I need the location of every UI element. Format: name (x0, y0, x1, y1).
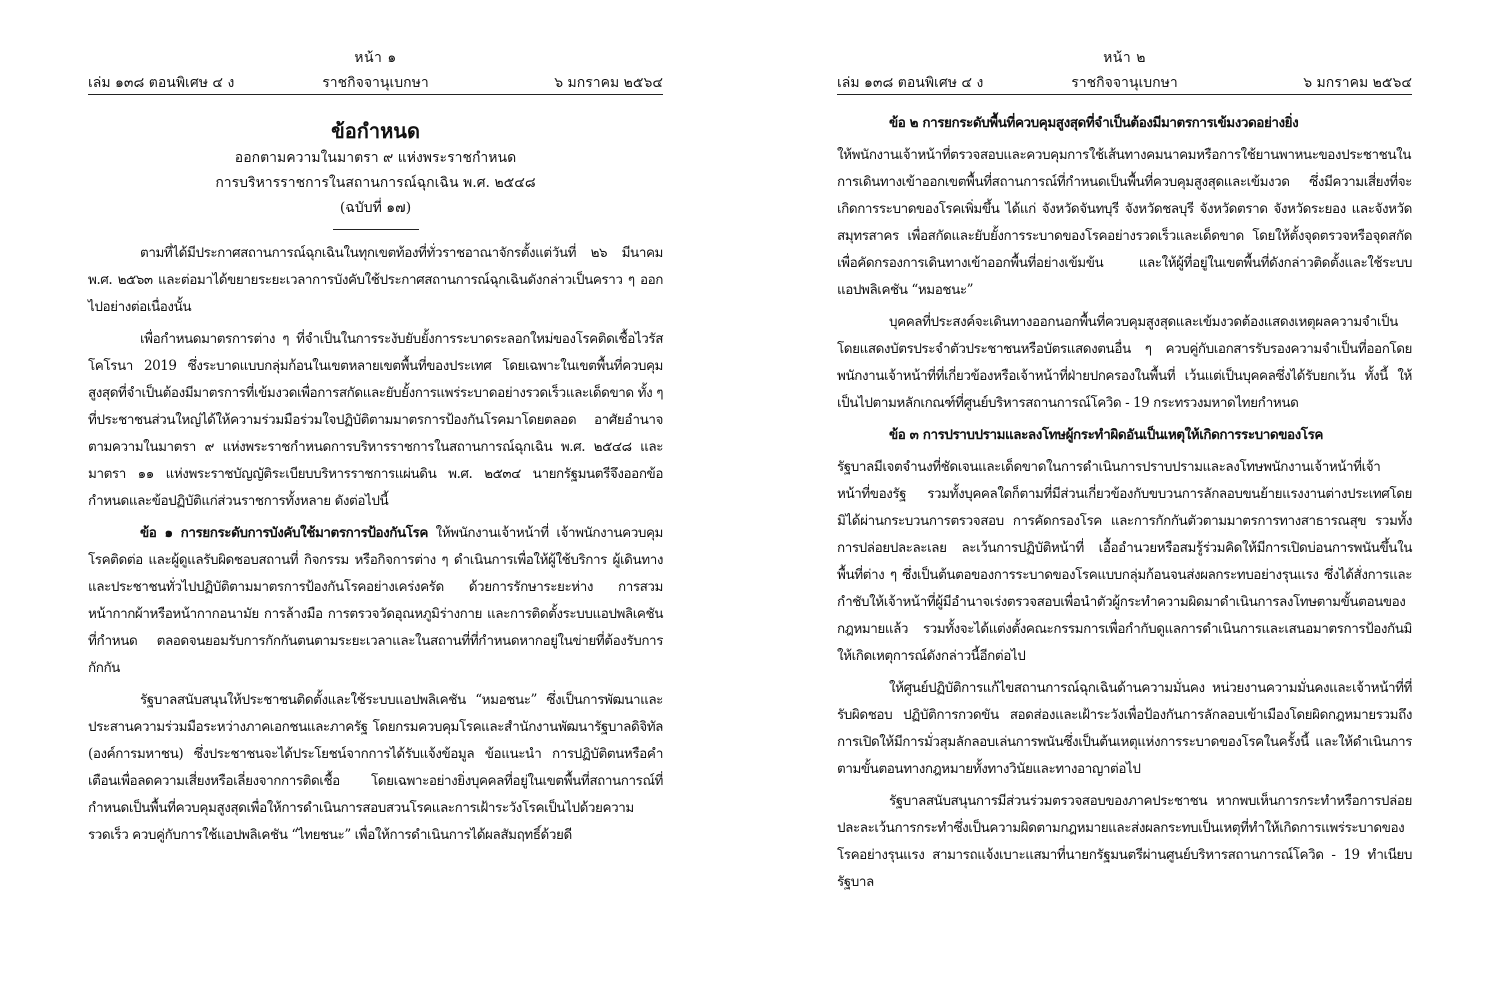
page-number: หน้า ๑ (354, 50, 397, 66)
paragraph: ให้ศูนย์ปฏิบัติการแก้ไขสถานการณ์ฉุกเฉินด้านความมั่นคง หน่วยงานความมั่นคงและเจ้าหน้าที่ที่รับผิดชอบ ปฏิบัติการกวดขัน สอดส่องและเฝ้าระวังเพื่อป้องกันการลักลอบเข้าเมืองโดยผิดกฎหมายรวมถึงการเปิดให้มีการมั่วสุมลักลอบเล่นการพนันซึ่งเป็นต้นเหตุแห่งการระบาดของโรคในครั้งนี้ และให้ดำเนินการตามขั้นตอนทางกฎหมายทั้งทางวินัยและทางอาญาต่อไป (837, 680, 1412, 777)
clause-text: รัฐบาลมีเจตจำนงที่ชัดเจนและเด็ดขาดในการดำเนินการปราบปรามและลงโทษพนักงานเจ้าหน้าที่เจ้าหน้าที่ของรัฐ รวมทั้งบุคคลใดก็ตามที่มีส่วนเกี่ยวข้องกับขบวนการลักลอบขนย้ายแรงงานต่างประเทศโดยมิได้ผ่านกระบวนการตรวจสอบ การคัดกรองโรค และการกักกันตัวตามมาตรการทางสาธารณสุข รวมทั้งการปล่อยปละละเลย ละเว้นการปฏิบัติหน้าที่ เอื้ออำนวยหรือสมรู้ร่วมคิดให้มีการเปิดบ่อนการพนันขึ้นในพื้นที่ต่าง ๆ ซึ่งเป็นต้นตอของการระบาดของโรคแบบกลุ่มก้อนจนส่งผลกระทบอย่างรุนแรง ซึ่งได้สั่งการและกำชับให้เจ้าหน้าที่ผู้มีอำนาจเร่งตรวจสอบเพื่อนำตัวผู้กระทำความผิดมาดำเนินการลงโทษตามขั้นตอนของกฎหมายแล้ว รวมทั้งจะได้แต่งตั้งคณะกรรมการเพื่อกำกับดูแลการดำเนินการและเสนอมาตรการป้องกันมิให้เกิดเหตุการณ์ดังกล่าวนี้อีกต่อไป (837, 459, 1412, 664)
paragraph: รัฐบาลสนับสนุนให้ประชาชนติดตั้งและใช้ระบบแอปพลิเคชัน “หมอชนะ” ซึ่งเป็นการพัฒนาและประสานความร่วมมือระหว่างภาคเอกชนและภาครัฐ โดยกรมควบคุมโรคและสำนักงานพัฒนารัฐบาลดิจิทัล (องค์การมหาชน) ซึ่งประชาชนจะได้ประโยชน์จากการได้รับแจ้งข้อมูล ข้อแนะนำ การปฏิบัติตนหรือคำเตือนเพื่อลดความเสี่ยงหรือเลี่ยงจากการติดเชื้อ โดยเฉพาะอย่างยิ่งบุคคลที่อยู่ในเขตพื้นที่สถานการณ์ที่กำหนดเป็นพื้นที่ควบคุมสูงสุดเพื่อให้การดำเนินการสอบสวนโรคและการเฝ้าระวังโรคเป็นไปด้วยความรวดเร็ว ควบคู่กับการใช้แอปพลิเคชัน “ไทยชนะ” เพื่อให้การดำเนินการได้ผลสัมฤทธิ์ด้วยดี (88, 692, 663, 843)
clause-heading: ข้อ ๑ การยกระดับการบังคับใช้มาตรการป้องกันโรค (140, 525, 428, 541)
subtitle-line: การบริหารราชการในสถานการณ์ฉุกเฉิน พ.ศ. ๒๕๔๘ (215, 175, 536, 191)
gazette-header (837, 72, 1412, 92)
page-number: หน้า ๒ (1103, 50, 1146, 66)
document-title: ข้อกำหนด (331, 119, 420, 143)
clause-1 (88, 520, 663, 682)
gazette-name: ราชกิจจานุเบกษา (322, 75, 429, 91)
clause-3-heading (837, 422, 1412, 449)
volume-label: เล่ม ๑๓๘ ตอนพิเศษ ๔ ง (88, 75, 235, 91)
subtitle-line: (ฉบับที่ ๑๗) (339, 200, 412, 216)
gazette-page-1 (88, 0, 663, 1000)
clause-heading: ข้อ ๓ การปราบปรามและลงโทษผู้กระทำผิดอันเป็นเหตุให้เกิดการระบาดของโรค (889, 427, 1323, 443)
paragraph: เพื่อกำหนดมาตรการต่าง ๆ ที่จำเป็นในการระงับยับยั้งการระบาดระลอกใหม่ของโรคติดเชื้อไวรัสโคโรนา 2019 ซึ่งระบาดแบบกลุ่มก้อนในเขตหลายเขตพื้นที่ของประเทศ โดยเฉพาะในเขตพื้นที่ควบคุมสูงสุดที่จำเป็นต้องมีมาตรการที่เข้มงวดเพื่อการสกัดและยับยั้งการแพร่ระบาดอย่างรวดเร็วและเด็ดขาด ทั้ง ๆ ที่ประชาชนส่วนใหญ่ได้ให้ความร่วมมือร่วมใจปฏิบัติตามมาตรการป้องกันโรคมาโดยตลอด อาศัยอำนาจตามความในมาตรา ๙ แห่งพระราชกำหนดการบริหารราชการในสถานการณ์ฉุกเฉิน พ.ศ. ๒๕๔๘ และมาตรา ๑๑ แห่งพระราชบัญญัติระเบียบบริหารราชการแผ่นดิน พ.ศ. ๒๕๓๔ นายกรัฐมนตรีจึงออกข้อกำหนดและข้อปฏิบัติแก่ส่วนราชการทั้งหลาย ดังต่อไปนี้ (88, 331, 663, 509)
paragraph: ตามที่ได้มีประกาศสถานการณ์ฉุกเฉินในทุกเขตท้องที่ทั่วราชอาณาจักรตั้งแต่วันที่ ๒๖ มีนาคม พ.ศ. ๒๕๖๓ และต่อมาได้ขยายระยะเวลาการบังคับใช้ประกาศสถานการณ์ฉุกเฉินดังกล่าวเป็นคราว ๆ ออกไปอย่างต่อเนื่องนั้น (88, 245, 663, 315)
title-block (88, 116, 663, 230)
gazette-name: ราชกิจจานุเบกษา (1071, 75, 1178, 91)
header-divider (837, 94, 1412, 95)
gazette-header (88, 72, 663, 92)
clause-text: ให้พนักงานเจ้าหน้าที่ เจ้าพนักงานควบคุมโรคติดต่อ และผู้ดูแลรับผิดชอบสถานที่ กิจกรรม หรือกิจการต่าง ๆ ดำเนินการเพื่อให้ผู้ใช้บริการ ผู้เดินทาง และประชาชนทั่วไปปฏิบัติตามมาตรการป้องกันโรคอย่างเคร่งครัด ด้วยการรักษาระยะห่าง การสวมหน้ากากผ้าหรือหน้ากากอนามัย การล้างมือ การตรวจวัดอุณหภูมิร่างกาย และการติดตั้งระบบแอปพลิเคชันที่กำหนด ตลอดจนยอมรับการกักกันตนตามระยะเวลาและในสถานที่ที่กำหนดหากอยู่ในข่ายที่ต้องรับการกักกัน (88, 525, 663, 676)
paragraph: รัฐบาลสนับสนุนการมีส่วนร่วมตรวจสอบของภาคประชาชน หากพบเห็นการกระทำหรือการปล่อยปละละเว้นการกระทำซึ่งเป็นความผิดตามกฎหมายและส่งผลกระทบเป็นเหตุที่ทำให้เกิดการแพร่ระบาดของโรคอย่างรุนแรง สามารถแจ้งเบาะแสมาที่นายกรัฐมนตรีผ่านศูนย์บริหารสถานการณ์โควิด - 19 ทำเนียบรัฐบาล (837, 793, 1412, 890)
issue-date: ๖ มกราคม ๒๕๖๔ (554, 75, 663, 91)
header-divider (88, 94, 663, 95)
clause-2-heading (837, 110, 1412, 137)
subtitle-line: ออกตามความในมาตรา ๙ แห่งพระราชกำหนด (234, 150, 517, 166)
document-body (88, 240, 663, 854)
issue-date: ๖ มกราคม ๒๕๖๔ (1303, 75, 1412, 91)
title-divider (333, 229, 419, 230)
gazette-page-2 (837, 0, 1412, 1000)
paragraph: บุคคลที่ประสงค์จะเดินทางออกนอกพื้นที่ควบคุมสูงสุดและเข้มงวดต้องแสดงเหตุผลความจำเป็นโดยแสดงบัตรประจำตัวประชาชนหรือบัตรแสดงตนอื่น ๆ ควบคู่กับเอกสารรับรองความจำเป็นที่ออกโดยพนักงานเจ้าหน้าที่ที่เกี่ยวข้องหรือเจ้าหน้าที่ฝ่ายปกครองในพื้นที่ เว้นแต่เป็นบุคคลซึ่งได้รับยกเว้น ทั้งนี้ ให้เป็นไปตามหลักเกณฑ์ที่ศูนย์บริหารสถานการณ์โควิด - 19 กระทรวงมหาดไทยกำหนด (837, 314, 1412, 411)
document-body (837, 110, 1412, 901)
volume-label: เล่ม ๑๓๘ ตอนพิเศษ ๔ ง (837, 75, 984, 91)
clause-text: ให้พนักงานเจ้าหน้าที่ตรวจสอบและควบคุมการใช้เส้นทางคมนาคมหรือการใช้ยานพาหนะของประชาชนในการเดินทางเข้าออกเขตพื้นที่สถานการณ์ที่กำหนดเป็นพื้นที่ควบคุมสูงสุดและเข้มงวด ซึ่งมีความเสี่ยงที่จะเกิดการระบาดของโรคเพิ่มขึ้น ได้แก่ จังหวัดจันทบุรี จังหวัดชลบุรี จังหวัดตราด จังหวัดระยอง และจังหวัดสมุทรสาคร เพื่อสกัดและยับยั้งการระบาดของโรคอย่างรวดเร็วและเด็ดขาด โดยให้ตั้งจุดตรวจหรือจุดสกัดเพื่อคัดกรองการเดินทางเข้าออกพื้นที่อย่างเข้มข้น และให้ผู้ที่อยู่ในเขตพื้นที่ดังกล่าวติดตั้งและใช้ระบบแอปพลิเคชัน “หมอชนะ” (837, 147, 1412, 298)
clause-heading: ข้อ ๒ การยกระดับพื้นที่ควบคุมสูงสุดที่จำเป็นต้องมีมาตรการเข้มงวดอย่างยิ่ง (889, 115, 1299, 131)
